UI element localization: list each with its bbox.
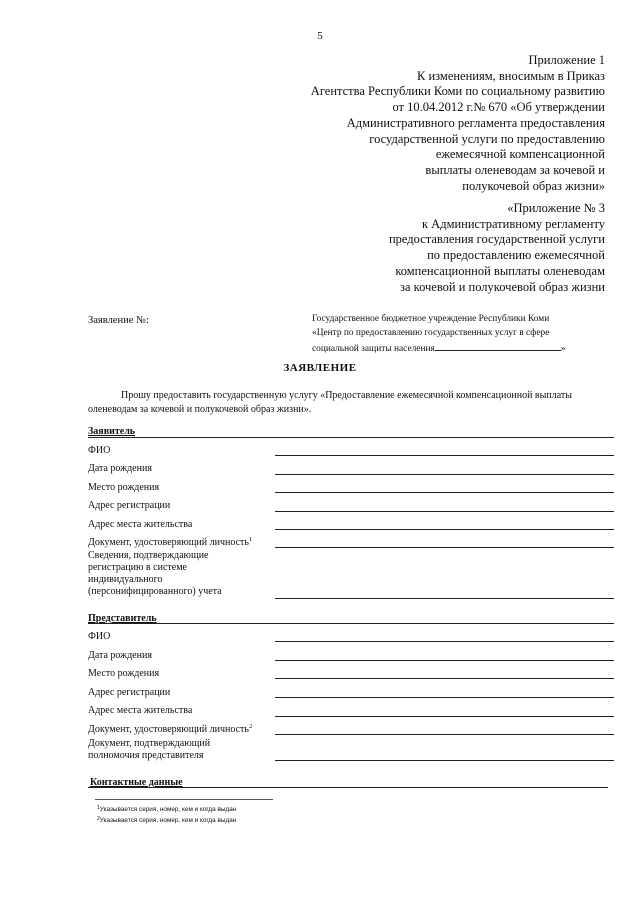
representative-id-doc-text: Документ, удостоверяющий личность <box>88 724 249 735</box>
document-title: ЗАЯВЛЕНИЕ <box>283 362 357 374</box>
institution-line: «Центр по предоставлению государственных услуг в сфере <box>312 327 550 338</box>
appendix-1-line: ежемесячной компенсационной <box>435 147 605 162</box>
footnote-separator <box>95 799 273 800</box>
appendix-1-header <box>311 53 605 194</box>
applicant-birth-date-field[interactable] <box>275 474 614 475</box>
representative-authority-line: Документ, подтверждающий <box>88 738 211 749</box>
representative-fio-field[interactable] <box>275 641 614 642</box>
contacts-heading: Контактные данные <box>90 777 183 788</box>
representative-fio-label: ФИО <box>88 631 111 642</box>
applicant-snils-field[interactable] <box>275 598 614 599</box>
applicant-birth-place-label: Место рождения <box>88 482 160 493</box>
appendix-1-line: полукочевой образ жизни» <box>462 178 605 193</box>
applicant-birth-date-label: Дата рождения <box>88 463 152 474</box>
appendix-3-line: предоставления государственной услуги <box>388 232 605 247</box>
institution-line: Государственное бюджетное учреждение Республики Коми <box>312 314 550 324</box>
request-line: Прошу предоставить государственную услугу «Предоставление ежемесячной компенсационной выплаты <box>121 390 572 401</box>
request-line: оленеводам за кочевой и полукочевой образ жизни». <box>88 403 312 415</box>
institution-line-text: социальной защиты населения <box>312 343 435 354</box>
representative-section-rule <box>88 623 614 624</box>
institution-line <box>312 341 565 357</box>
representative-reg-address-label: Адрес регистрации <box>88 687 171 698</box>
representative-birth-date-label: Дата рождения <box>88 650 152 661</box>
representative-id-doc-field[interactable] <box>275 734 614 735</box>
representative-birth-date-field[interactable] <box>275 660 614 661</box>
appendix-3-line: по предоставлению ежемесячной <box>427 248 605 263</box>
appendix-1-line: К изменениям, вносимым в Приказ <box>417 68 605 83</box>
footnote-ref: 2 <box>248 723 253 730</box>
applicant-id-doc-text: Документ, удостоверяющий личность <box>88 537 249 548</box>
applicant-snils-line: индивидуального <box>88 574 163 585</box>
representative-live-address-label: Адрес места жительства <box>88 705 193 716</box>
appendix-3-line: к Административному регламенту <box>421 216 605 231</box>
applicant-snils-line: регистрацию в системе <box>88 562 187 573</box>
footnote-text: Указывается серия, номер, кем и когда выдан <box>99 806 237 813</box>
appendix-1-line: от 10.04.2012 г.№ 670 «Об утверждении <box>392 100 605 115</box>
applicant-fio-field[interactable] <box>275 455 614 456</box>
appendix-1-line: Агентства Республики Коми по социальному развитию <box>310 84 605 99</box>
applicant-fio-label: ФИО <box>88 445 111 456</box>
applicant-snils-line: Сведения, подтверждающие <box>88 550 209 561</box>
applicant-heading: Заявитель <box>88 426 136 437</box>
appendix-3-header <box>389 201 605 295</box>
applicant-reg-address-label: Адрес регистрации <box>88 500 171 511</box>
applicant-section-rule <box>88 437 614 438</box>
representative-authority-label <box>88 738 210 762</box>
footnote-ref: 1 <box>248 536 253 543</box>
page-number: 5 <box>317 30 323 42</box>
institution-block <box>312 313 565 356</box>
applicant-live-address-field[interactable] <box>275 529 614 530</box>
representative-birth-place-label: Место рождения <box>88 668 160 679</box>
appendix-1-line: Административного регламента предоставления <box>346 115 605 130</box>
appendix-3-line: «Приложение № 3 <box>507 201 605 215</box>
footnote-text: Указывается серия, номер, кем и когда выдан <box>99 817 237 824</box>
representative-authority-field[interactable] <box>275 760 614 761</box>
representative-live-address-field[interactable] <box>275 716 614 717</box>
institution-line-close: » <box>560 343 566 354</box>
application-number-label: Заявление №: <box>88 315 149 326</box>
request-paragraph <box>88 389 610 416</box>
appendix-1-line: выплаты оленеводам за кочевой и <box>425 162 605 177</box>
applicant-snils-line: (персонифицированного) учета <box>88 586 222 597</box>
applicant-birth-place-field[interactable] <box>275 492 614 493</box>
representative-authority-line: полномочия представителя <box>88 750 204 761</box>
appendix-1-line: государственной услуги по предоставлению <box>369 131 605 146</box>
applicant-live-address-label: Адрес места жительства <box>88 519 193 530</box>
footnote-1 <box>97 806 236 813</box>
representative-birth-place-field[interactable] <box>275 678 614 679</box>
applicant-snils-label <box>88 550 222 598</box>
appendix-1-line: Приложение 1 <box>528 53 605 67</box>
appendix-3-line: компенсационной выплаты оленеводам <box>395 263 605 278</box>
representative-id-doc-label <box>88 724 252 736</box>
institution-blank-field[interactable] <box>435 341 561 351</box>
contacts-section-rule <box>88 787 608 788</box>
representative-reg-address-field[interactable] <box>275 697 614 698</box>
applicant-id-doc-field[interactable] <box>275 547 614 548</box>
footnote-2 <box>97 817 236 824</box>
footnote-mark: 2 <box>97 816 100 822</box>
representative-heading: Представитель <box>88 613 157 624</box>
footnote-mark: 1 <box>97 805 100 811</box>
applicant-id-doc-label <box>88 537 252 549</box>
applicant-reg-address-field[interactable] <box>275 511 614 512</box>
appendix-3-line: за кочевой и полукочевой образ жизни <box>400 279 605 294</box>
